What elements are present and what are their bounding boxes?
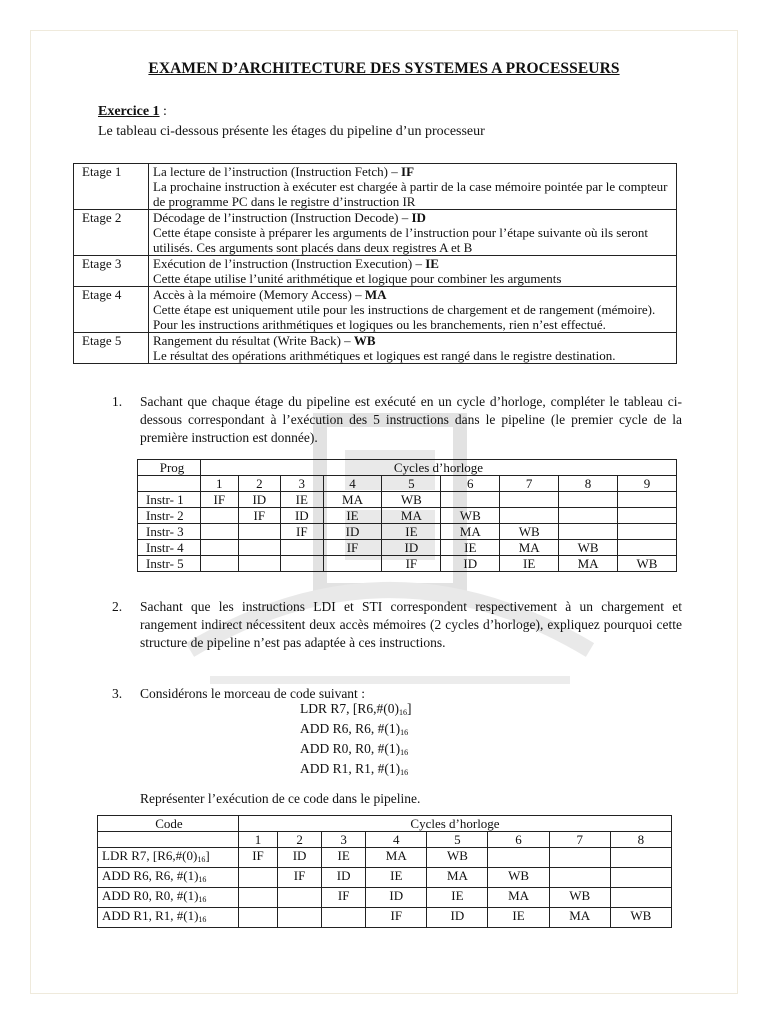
instr-label: Instr- 4 [138, 540, 201, 556]
code-label [98, 848, 239, 868]
represent-text: Représenter l’exécution de ce code dans le pipeline. [140, 791, 421, 806]
stage-cell [201, 556, 239, 572]
cycle-number: 8 [559, 476, 618, 492]
stage-row [74, 210, 677, 256]
stage-cell: MA [441, 524, 500, 540]
header-row [138, 460, 677, 476]
code-label [98, 908, 239, 928]
stage-cell: IE [366, 868, 427, 888]
stage-cell [618, 508, 677, 524]
stage-cell [239, 908, 278, 928]
stage-cell: MA [382, 508, 441, 524]
stage-abbr: IF [401, 164, 415, 179]
stage-cell: WB [610, 908, 671, 928]
stage-cell: MA [366, 848, 427, 868]
stage-cell: IF [322, 888, 366, 908]
stage-label: Etage 5 [74, 333, 149, 364]
stage-cell: WB [618, 556, 677, 572]
cycle-number: 1 [201, 476, 239, 492]
stage-name: Rangement du résultat (Write Back) – [153, 333, 354, 348]
cycle-number: 8 [610, 832, 671, 848]
stage-label: Etage 3 [74, 256, 149, 287]
stage-cell: ID [382, 540, 441, 556]
stage-cell: WB [549, 888, 610, 908]
stage-cell: IE [427, 888, 488, 908]
stage-cell: ID [278, 848, 322, 868]
cycle-number: 7 [500, 476, 559, 492]
code-subscript: 16 [198, 875, 207, 884]
table-row [138, 556, 677, 572]
stage-cell: IE [382, 524, 441, 540]
stage-abbr: IE [425, 256, 439, 271]
empty-cell [138, 476, 201, 492]
stage-description [149, 164, 677, 210]
stage-cell [322, 908, 366, 928]
stage-cell [488, 848, 549, 868]
code-text: ADD R0, R0, #(1) [102, 888, 199, 903]
stage-cell: WB [559, 540, 618, 556]
code-subscript: 16 [399, 708, 407, 717]
stage-row [74, 333, 677, 364]
cycle-number: 6 [488, 832, 549, 848]
stage-abbr: ID [411, 210, 426, 225]
code-subscript: 16 [400, 728, 409, 737]
stage-cell [201, 524, 239, 540]
stage-cell [238, 540, 280, 556]
code-text: ADD R1, R1, #(1) [300, 761, 401, 776]
stage-cell: MA [559, 556, 618, 572]
stage-cell: ID [441, 556, 500, 572]
stage-label: Etage 1 [74, 164, 149, 210]
stage-cell [278, 888, 322, 908]
stage-cell [238, 524, 280, 540]
stage-cell: MA [323, 492, 382, 508]
stage-cell: ID [322, 868, 366, 888]
stage-row [74, 256, 677, 287]
stage-cell [500, 492, 559, 508]
stage-cell: WB [441, 508, 500, 524]
stage-cell: WB [500, 524, 559, 540]
stage-cell: IE [323, 508, 382, 524]
stage-cell [618, 524, 677, 540]
header-row [98, 816, 672, 832]
code-subscript: 16 [198, 895, 207, 904]
pipeline-table-1 [137, 459, 677, 572]
cycle-number: 3 [281, 476, 323, 492]
table-row [138, 508, 677, 524]
stage-label: Etage 2 [74, 210, 149, 256]
stage-cell [239, 868, 278, 888]
prog-header: Prog [138, 460, 201, 476]
stage-cell: IF [382, 556, 441, 572]
code-text: LDR R7, [R6,#(0) [102, 848, 198, 863]
exercise-heading: Exercice 1 : [98, 104, 167, 119]
code-text: ADD R1, R1, #(1) [102, 908, 199, 923]
stage-cell: WB [488, 868, 549, 888]
code-listing [300, 701, 412, 781]
stage-cell: IF [238, 508, 280, 524]
cycle-number: 9 [618, 476, 677, 492]
stage-cell [323, 556, 382, 572]
cycle-number: 4 [366, 832, 427, 848]
cycle-number: 7 [549, 832, 610, 848]
stage-cell: MA [488, 888, 549, 908]
stage-cell: IE [441, 540, 500, 556]
cycle-number: 6 [441, 476, 500, 492]
stage-cell [610, 868, 671, 888]
stage-description [149, 210, 677, 256]
stage-cell: IE [322, 848, 366, 868]
stage-cell: IF [201, 492, 239, 508]
stage-cell: WB [427, 848, 488, 868]
stage-row [74, 164, 677, 210]
stage-cell [238, 556, 280, 572]
code-header: Code [98, 816, 239, 832]
instr-label: Instr- 2 [138, 508, 201, 524]
stage-desc: Cette étape consiste à préparer les arguments de l’instruction pour l’étape suivante où ils seront utilisés. Ces arguments sont placés dans deux registres A et B [153, 225, 649, 255]
stage-row [74, 287, 677, 333]
cycle-number-row [98, 832, 672, 848]
table-row [98, 908, 672, 928]
table-row [98, 848, 672, 868]
question-3: 3. Considérons le morceau de code suivant : [112, 686, 365, 701]
cycles-header: Cycles d’horloge [239, 816, 672, 832]
cycle-number: 5 [382, 476, 441, 492]
stage-cell [239, 888, 278, 908]
stage-name: Exécution de l’instruction (Instruction Execution) – [153, 256, 426, 271]
pipeline-table-2 [97, 815, 672, 928]
stage-cell: ID [427, 908, 488, 928]
stage-cell [441, 492, 500, 508]
empty-cell [98, 832, 239, 848]
stage-cell [281, 556, 323, 572]
stage-cell: IF [239, 848, 278, 868]
cycle-number: 1 [239, 832, 278, 848]
table-row [138, 540, 677, 556]
stage-cell: IE [281, 492, 323, 508]
cycles-header: Cycles d’horloge [201, 460, 677, 476]
page-title: EXAMEN D’ARCHITECTURE DES SYSTEMES A PROCESSEURS [148, 60, 620, 77]
stage-cell: IF [278, 868, 322, 888]
stage-cell: IF [366, 908, 427, 928]
code-end: ] [407, 701, 412, 716]
stage-cell [281, 540, 323, 556]
stage-cell [610, 888, 671, 908]
table-row [138, 492, 677, 508]
stage-cell: MA [500, 540, 559, 556]
stage-abbr: WB [353, 333, 376, 348]
instr-label: Instr- 3 [138, 524, 201, 540]
stage-cell [618, 492, 677, 508]
stage-desc: Le résultat des opérations arithmétiques et logiques est rangé dans le registre destination. [153, 348, 616, 363]
stage-cell: ID [281, 508, 323, 524]
stage-cell [201, 540, 239, 556]
intro-text: Le tableau ci-dessous présente les étages du pipeline d’un processeur [98, 124, 485, 139]
stage-description [149, 287, 677, 333]
cycle-number: 2 [238, 476, 280, 492]
code-label [98, 888, 239, 908]
stage-cell [559, 508, 618, 524]
stage-cell [278, 908, 322, 928]
instr-label: Instr- 1 [138, 492, 201, 508]
stage-cell [549, 868, 610, 888]
instr-label: Instr- 5 [138, 556, 201, 572]
stage-description [149, 256, 677, 287]
code-line [300, 721, 412, 741]
code-text: ADD R0, R0, #(1) [300, 741, 401, 756]
stage-label: Etage 4 [74, 287, 149, 333]
stage-cell [559, 492, 618, 508]
stage-cell [201, 508, 239, 524]
cycle-number: 4 [323, 476, 382, 492]
question-2: 2. Sachant que les instructions LDI et STI correspondent respectivement à un chargement et rangement indirect nécessitent deux accès mémoires (2 cycles d’horloge), expliquez pourquoi cette structure de pipeline n’est pas adaptée à ces instructions. [112, 599, 682, 650]
question-1: 1. Sachant que chaque étage du pipeline est exécuté en un cycle d’horloge, compléter le tableau ci-dessous correspondant à l’exécution des 5 instructions dans le pipeline (le premier cycle de la première instruction est donnée). [112, 394, 682, 445]
stage-desc: La prochaine instruction à exécuter est chargée à partir de la case mémoire pointée par le compteur de programme PC dans le registre d’instruction IR [153, 179, 668, 209]
stage-cell: WB [382, 492, 441, 508]
code-line [300, 761, 412, 781]
code-subscript: 16 [197, 855, 206, 864]
code-line [300, 741, 412, 761]
stage-cell [559, 524, 618, 540]
cycle-number: 5 [427, 832, 488, 848]
stage-description [149, 333, 677, 364]
stage-cell: IF [323, 540, 382, 556]
stage-cell [610, 848, 671, 868]
code-subscript: 16 [198, 915, 207, 924]
stage-abbr: MA [364, 287, 387, 302]
code-text: ADD R6, R6, #(1) [300, 721, 401, 736]
table-row [138, 524, 677, 540]
stage-cell: IF [281, 524, 323, 540]
stage-cell: ID [366, 888, 427, 908]
cycle-number: 3 [322, 832, 366, 848]
table-row [98, 868, 672, 888]
stage-name: Décodage de l’instruction (Instruction Decode) – [153, 210, 412, 225]
stage-cell: MA [549, 908, 610, 928]
code-subscript: 16 [400, 768, 409, 777]
code-subscript: 16 [400, 748, 409, 757]
code-line [300, 701, 412, 721]
stage-cell [618, 540, 677, 556]
code-text: LDR R7, [R6,#(0) [300, 701, 399, 716]
stage-cell: ID [323, 524, 382, 540]
stage-desc: Cette étape utilise l’unité arithmétique et logique pour combiner les arguments [153, 271, 562, 286]
code-label [98, 868, 239, 888]
stage-cell: IE [488, 908, 549, 928]
stage-cell [549, 848, 610, 868]
stages-table [73, 163, 677, 364]
code-end: ] [205, 848, 210, 863]
stage-desc: Cette étape est uniquement utile pour les instructions de chargement et de rangement (mémoire). Pour les instructions arithmétiques et logiques ou les branchements, rien n’est effectué. [153, 302, 656, 332]
table-row [98, 888, 672, 908]
stage-name: Accès à la mémoire (Memory Access) – [153, 287, 365, 302]
stage-name: La lecture de l’instruction (Instruction Fetch) – [153, 164, 402, 179]
cycle-number-row [138, 476, 677, 492]
stage-cell: IE [500, 556, 559, 572]
code-text: ADD R6, R6, #(1) [102, 868, 199, 883]
stage-cell: ID [238, 492, 280, 508]
cycle-number: 2 [278, 832, 322, 848]
stage-cell [500, 508, 559, 524]
stage-cell: MA [427, 868, 488, 888]
